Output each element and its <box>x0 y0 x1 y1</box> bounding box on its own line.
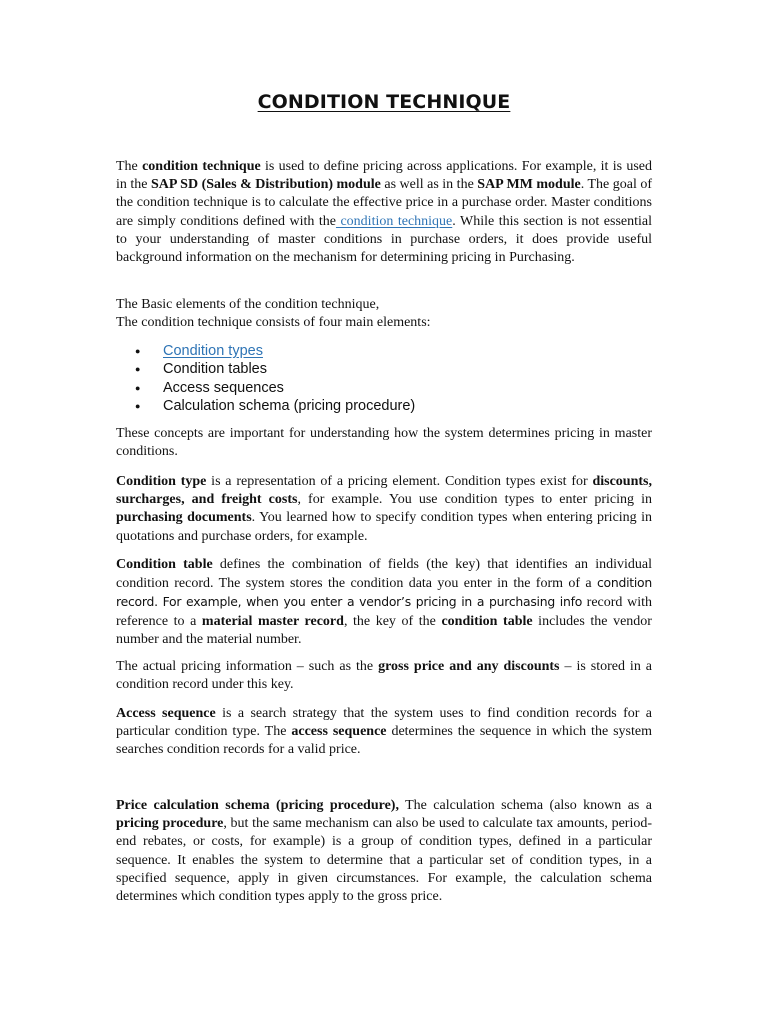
term-condition-type: Condition type <box>116 474 207 489</box>
pricing-procedure-text: The calculation schema (also known as a <box>398 798 653 813</box>
condition-table-text-mixed-font: condition record. For example, when you enter a vendor’s pricing in a purchasing info <box>116 575 652 610</box>
bullet-icon: ● <box>135 364 141 375</box>
bullet-icon: ● <box>135 400 141 411</box>
term-price-calculation-schema: Price calculation schema (pricing procedure), <box>116 798 399 813</box>
concepts-paragraph: These concepts are important for understanding how the system determines pricing in master conditions. <box>116 426 652 460</box>
term-gross-price: gross price and any discounts <box>378 659 560 674</box>
elements-list <box>116 342 652 415</box>
condition-technique-link[interactable]: condition technique <box>335 213 453 229</box>
intro-term-sap-mm: SAP MM module <box>477 177 581 193</box>
intro-text: is used to define pricing across applications. For example, it is used in the <box>116 159 653 193</box>
intro-term-condition-technique: condition technique <box>142 159 261 174</box>
intro-text: The <box>116 159 143 174</box>
term-condition-table: Condition table <box>116 557 213 572</box>
condition-table-text: , the key of the <box>343 613 442 629</box>
condition-type-text: . You learned how to specify condition types when entering pricing in quotations and purchase orders, for example. <box>116 510 653 544</box>
intro-text: . The goal of the condition technique is to calculate the effective price in a purchase order. Master conditions are simply conditions defined with the <box>116 177 653 229</box>
term-condition-table: condition table <box>441 613 533 629</box>
pricing-procedure-text: , but the same mechanism can also be used to calculate tax amounts, period-end rebates, or costs, for example) is a group of condition types, defined in a particular sequence. It enables the system to determine that a particular set of condition types, in a specified sequence, apply in given circumstances. For example, the calculation schema determines which condition types apply to the gross price. <box>116 816 652 905</box>
condition-types-link[interactable]: Condition types <box>163 343 263 359</box>
intro-paragraph <box>116 158 652 267</box>
pricing-information-paragraph <box>116 658 652 694</box>
intro-text: . While this section is not essential to your understanding of master conditions in purchase orders, it does provide useful background information on the mechanism for determining pricing in Purchasing. <box>116 213 652 266</box>
access-sequence-text: is a search strategy that the system uses to find condition records for a particular condition type. The <box>116 706 653 740</box>
page-title: CONDITION TECHNIQUE <box>257 91 511 113</box>
list-item-label: Access sequences <box>163 379 284 396</box>
access-sequence-paragraph <box>116 705 652 760</box>
condition-type-paragraph <box>116 473 652 546</box>
intro-term-sap-sd: SAP SD (Sales & Distribution) module <box>151 177 381 193</box>
condition-table-text: includes the vendor number and the material number. <box>116 613 652 647</box>
condition-table-text: record with reference to a <box>116 595 652 629</box>
access-sequence-text: determines the sequence in which the system searches condition records for a valid price. <box>116 724 652 758</box>
bullet-icon: ● <box>135 346 141 356</box>
condition-type-text: is a representation of a pricing element. Condition types exist for <box>206 474 593 489</box>
term-material-master-record: material master record <box>201 613 344 629</box>
four-elements-line: The condition technique consists of four main elements: <box>116 315 431 331</box>
term-access-sequence: Access sequence <box>116 706 216 721</box>
basic-elements-line: The Basic elements of the condition technique, <box>116 297 380 312</box>
list-item <box>116 360 652 378</box>
term-discounts: discounts, surcharges, and freight costs <box>116 474 652 508</box>
pricing-information-text: – is stored in a condition record under this key. <box>116 659 652 693</box>
basic-elements-paragraph <box>116 296 652 332</box>
list-item-label: Condition tables <box>163 361 267 378</box>
list-item-label: Calculation schema (pricing procedure) <box>163 397 416 414</box>
condition-table-paragraph <box>116 556 652 649</box>
pricing-information-text: The actual pricing information – such as the <box>116 659 379 674</box>
condition-type-text: , for example. You use condition types to enter pricing in <box>297 492 653 508</box>
list-item[interactable] <box>116 342 652 360</box>
list-item <box>116 379 652 397</box>
term-pricing-procedure: pricing procedure <box>116 816 224 832</box>
condition-table-text: defines the combination of fields (the key) that identifies an individual condition record. The system stores the condition data you enter in the form of a <box>116 557 652 592</box>
pricing-procedure-paragraph <box>116 797 652 906</box>
bullet-icon: ● <box>135 382 141 393</box>
intro-text: as well as in the <box>380 177 478 193</box>
term-access-sequence: access sequence <box>291 724 387 740</box>
list-item <box>116 397 652 415</box>
term-purchasing-documents: purchasing documents <box>116 510 252 526</box>
